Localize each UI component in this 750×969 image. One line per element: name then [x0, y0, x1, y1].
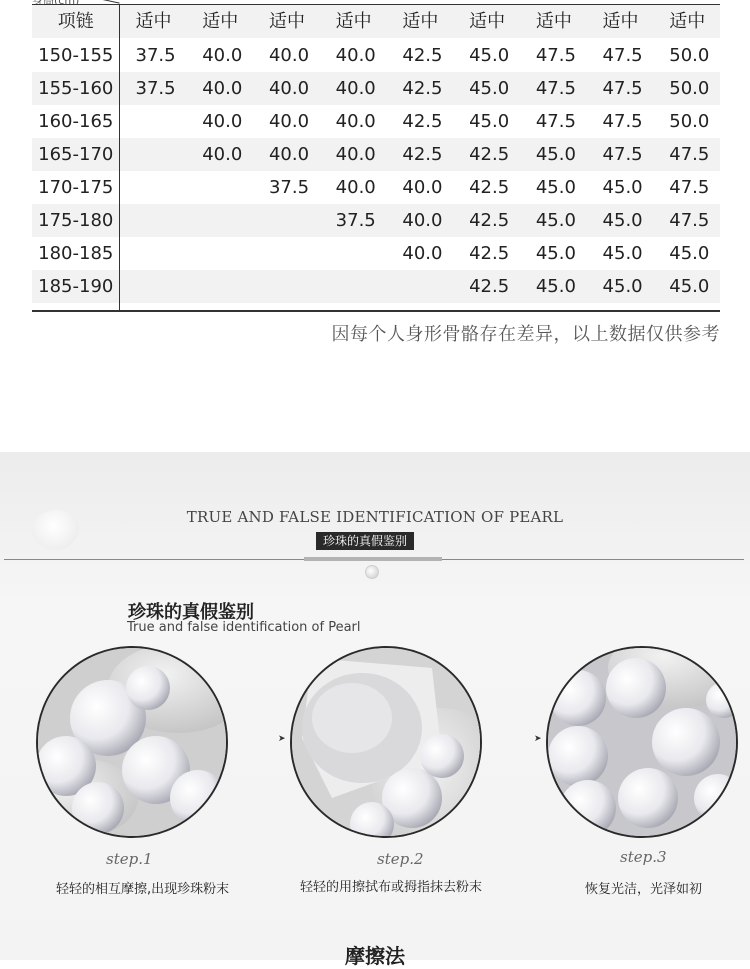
- height-range: 150-155: [38, 45, 114, 66]
- table-cell: [386, 270, 453, 303]
- table-cell: 40.0: [202, 45, 243, 66]
- step-3-photo: [546, 646, 738, 838]
- step-2-photo: [290, 646, 482, 838]
- step-1-caption: 轻轻的相互摩擦,出现珍珠粉末: [56, 882, 230, 897]
- step-2-label: step.2: [377, 850, 424, 868]
- table-cell: 45.0: [602, 243, 643, 264]
- table-cell: 47.5: [602, 144, 643, 165]
- table-cell: 42.5: [469, 177, 510, 198]
- section-title-cn-badge: 珍珠的真假鉴别: [316, 532, 414, 550]
- table-cell: 45.0: [535, 276, 576, 297]
- header-cell: 适中: [202, 11, 239, 32]
- table-cell: 45.0: [535, 177, 576, 198]
- table-cell: 40.0: [335, 111, 376, 132]
- step-3-label: step.3: [620, 848, 667, 866]
- table-cell: 47.5: [535, 45, 576, 66]
- table-cell: 37.5: [135, 78, 176, 99]
- table-cell: [120, 204, 187, 237]
- table-cell: 45.0: [535, 144, 576, 165]
- table-cell: [120, 237, 187, 270]
- table-row: [32, 138, 720, 171]
- title-underline-bar: [304, 557, 442, 561]
- table-cell: 42.5: [402, 45, 443, 66]
- table-cell: 42.5: [469, 243, 510, 264]
- step-3-caption: 恢复光洁，光泽如初: [585, 882, 703, 897]
- table-cell: 40.0: [268, 144, 310, 165]
- table-cell: [186, 171, 253, 204]
- table-cell: 45.0: [535, 243, 576, 264]
- table-cell: [186, 270, 253, 303]
- table-header-row: [32, 5, 720, 38]
- table-row: [32, 270, 720, 303]
- table-cell: 47.5: [669, 210, 710, 231]
- step-2-caption: 轻轻的用擦拭布或拇指抹去粉末: [300, 880, 483, 895]
- arrow-right-icon: ➤: [534, 734, 542, 744]
- header-cell: 适中: [469, 11, 506, 32]
- header-cell: 适中: [535, 11, 572, 32]
- table-cell: [253, 270, 320, 303]
- table-cell: 45.0: [469, 45, 510, 66]
- section-title-en: TRUE AND FALSE IDENTIFICATION OF PEARL: [186, 508, 564, 526]
- table-cell: [253, 204, 320, 237]
- step-1-label: step.1: [106, 850, 153, 868]
- height-range: 160-165: [38, 111, 114, 132]
- table-cell: 40.0: [335, 177, 376, 198]
- table-cell: 45.0: [469, 111, 510, 132]
- table-cell: 40.0: [335, 78, 376, 99]
- header-cell: 适中: [268, 11, 305, 32]
- decorative-pearl-dot: [365, 565, 379, 579]
- table-cell: 40.0: [202, 111, 243, 132]
- table-cell: 37.5: [135, 45, 176, 66]
- table-cell: 40.0: [202, 144, 243, 165]
- table-cell: [186, 204, 253, 237]
- table-cell: 50.0: [669, 78, 710, 99]
- table-cell: 45.0: [602, 276, 643, 297]
- height-range: 165-170: [38, 144, 114, 165]
- table-cell: 40.0: [268, 78, 310, 99]
- table-cell: 47.5: [535, 78, 576, 99]
- table-cell: 45.0: [669, 276, 710, 297]
- table-row: [32, 72, 720, 105]
- header-cell: 适中: [402, 11, 439, 32]
- table-cell: 37.5: [335, 210, 376, 231]
- header-cell: 适中: [335, 11, 372, 32]
- table-cell: 40.0: [268, 111, 310, 132]
- step-1-photo: [36, 646, 228, 838]
- table-cell: 47.5: [602, 78, 643, 99]
- table-cell: 40.0: [202, 78, 243, 99]
- table-cell: 42.5: [469, 276, 510, 297]
- table-row: [32, 237, 720, 270]
- size-table: [32, 0, 720, 312]
- table-row: [32, 39, 720, 72]
- table-column-divider: [119, 5, 120, 312]
- table-cell: [120, 138, 187, 171]
- table-cell: 47.5: [535, 111, 576, 132]
- table-cell: [253, 237, 320, 270]
- disclaimer-text: 因每个人身形骨骼存在差异，以上数据仅供参考: [331, 324, 720, 345]
- table-cell: [120, 270, 187, 303]
- table-row: [32, 171, 720, 204]
- table-cell: 47.5: [602, 45, 643, 66]
- table-row: [32, 105, 720, 138]
- pearl-identification-section: [0, 452, 750, 968]
- subtitle-en: True and false identification of Pearl: [127, 620, 361, 635]
- table-cell: [120, 105, 187, 138]
- height-range: 175-180: [38, 210, 114, 231]
- header-necklace-label: 项链: [57, 11, 94, 32]
- height-range: 185-190: [38, 276, 114, 297]
- table-cell: 47.5: [602, 111, 643, 132]
- table-cell: 42.5: [469, 210, 510, 231]
- table-cell: 45.0: [535, 210, 576, 231]
- table-cell: 40.0: [335, 144, 376, 165]
- header-cell: 适中: [669, 11, 706, 32]
- table-cell: 42.5: [402, 78, 443, 99]
- table-cell: [186, 237, 253, 270]
- table-cell: 47.5: [669, 144, 710, 165]
- table-cell: [320, 270, 387, 303]
- table-cell: 45.0: [669, 243, 710, 264]
- table-cell: 45.0: [602, 210, 643, 231]
- table-cell: 40.0: [402, 243, 443, 264]
- table-cell: 45.0: [469, 78, 510, 99]
- table-cell: 40.0: [402, 210, 443, 231]
- table-cell: 40.0: [335, 45, 376, 66]
- table-cell: 50.0: [669, 111, 710, 132]
- table-cell: 45.0: [602, 177, 643, 198]
- table-cell: [120, 171, 187, 204]
- height-range: 155-160: [38, 78, 114, 99]
- table-cell: 42.5: [402, 144, 443, 165]
- table-bottom-border: [32, 310, 720, 312]
- table-cell: 42.5: [469, 144, 510, 165]
- table-cell: 40.0: [268, 45, 310, 66]
- table-cell: [320, 237, 387, 270]
- arrow-right-icon: ➤: [278, 734, 286, 744]
- table-cell: 40.0: [402, 177, 443, 198]
- height-range: 180-185: [38, 243, 114, 264]
- subtitle-cn: 珍珠的真假鉴别: [128, 602, 254, 623]
- table-cell: 37.5: [268, 177, 310, 198]
- height-range: 170-175: [38, 177, 114, 198]
- table-cell: 42.5: [402, 111, 443, 132]
- header-cell: 适中: [135, 11, 172, 32]
- friction-method-title: 摩擦法: [345, 944, 405, 968]
- header-cell: 适中: [602, 11, 639, 32]
- table-cell: 50.0: [669, 45, 710, 66]
- table-cell: 47.5: [669, 177, 710, 198]
- table-row: [32, 204, 720, 237]
